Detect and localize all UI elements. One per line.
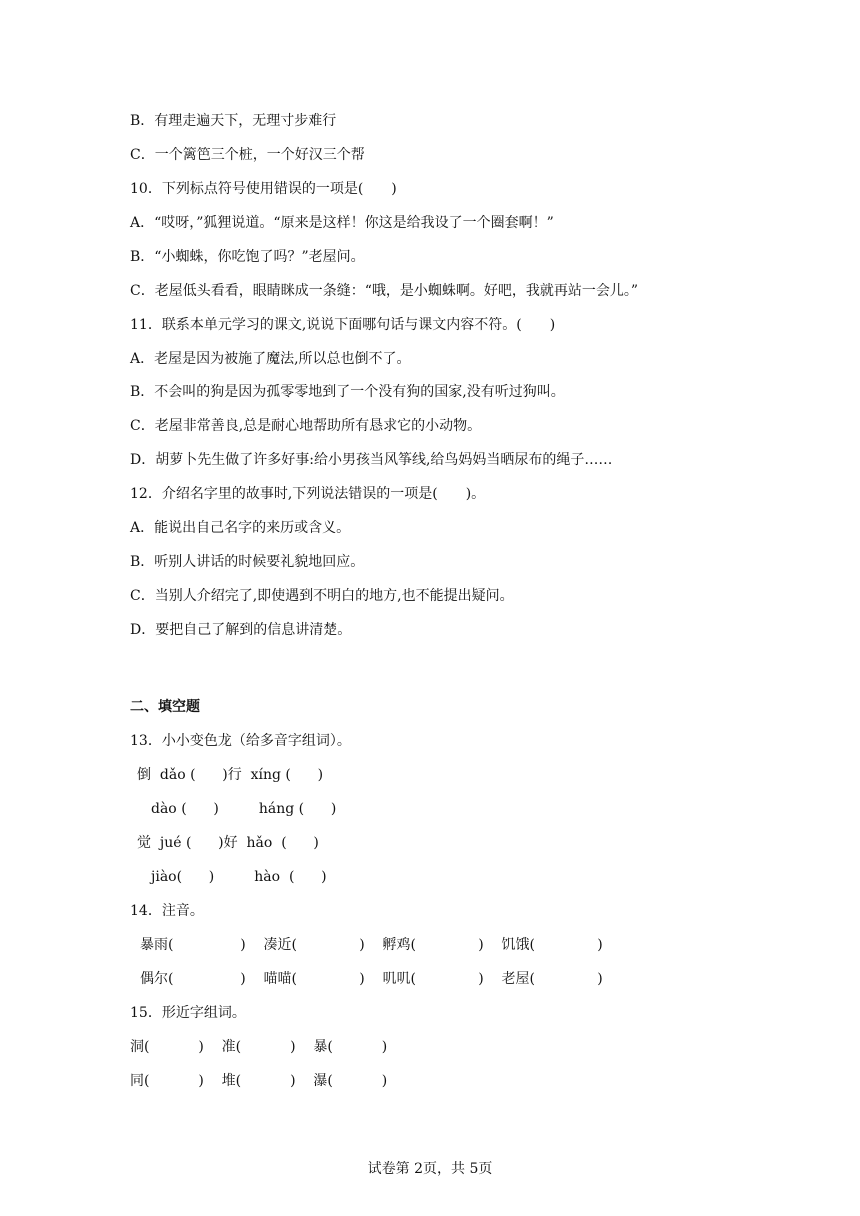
q12-option-b: B．听别人讲话的时候要礼貌地回应。 xyxy=(130,554,365,570)
q14-stem: 14．注音。 xyxy=(130,903,204,919)
q13-row-4: jiào( ) hào ( ) xyxy=(151,869,327,885)
q12-stem: 12．介绍名字里的故事时,下列说法错误的一项是( )。 xyxy=(130,486,486,502)
q14-row-2: 偶尔( ) 喵喵( ) 叽叽( ) 老屋( ) xyxy=(140,971,603,987)
q12-option-d: D．要把自己了解到的信息讲清楚。 xyxy=(130,622,352,638)
q11-option-a: A．老屋是因为被施了魔法,所以总也倒不了。 xyxy=(130,351,411,367)
q9-option-b: B．有理走遍天下，无理寸步难行 xyxy=(130,113,337,129)
q12-option-c: C．当别人介绍完了,即使遇到不明白的地方,也不能提出疑问。 xyxy=(130,588,514,604)
q11-stem: 11．联系本单元学习的课文,说说下面哪句话与课文内容不符。( ) xyxy=(130,317,556,333)
q11-option-d: D．胡萝卜先生做了许多好事:给小男孩当风筝线,给鸟妈妈当晒尿布的绳子…… xyxy=(130,452,613,468)
q15-row-1: 洞( ) 准( ) 暴( ) xyxy=(130,1039,388,1055)
q10-option-c: C．老屋低头看看，眼睛眯成一条缝：“哦，是小蜘蛛啊。好吧，我就再站一会儿。” xyxy=(130,283,639,299)
q12-option-a: A．能说出自己名字的来历或含义。 xyxy=(130,520,351,536)
q10-option-b: B．“小蜘蛛，你吃饱了吗？”老屋问。 xyxy=(130,249,365,265)
q14-row-1: 暴雨( ) 凑近( ) 孵鸡( ) 饥饿( ) xyxy=(140,937,603,953)
q13-row-3: 觉 jué ( )好 hǎo ( ) xyxy=(137,835,319,851)
q11-option-c: C．老屋非常善良,总是耐心地帮助所有恳求它的小动物。 xyxy=(130,418,482,434)
q10-stem: 10．下列标点符号使用错误的一项是( ) xyxy=(130,181,397,197)
q10-option-a: A．“哎呀，”狐狸说道。“原来是这样！你这是给我设了一个圈套啊！” xyxy=(130,215,554,231)
q13-row-1: 倒 dǎo ( )行 xíng ( ) xyxy=(137,767,324,783)
q9-option-c: C．一个篱笆三个桩，一个好汉三个帮 xyxy=(130,147,365,163)
q15-stem: 15．形近字组词。 xyxy=(130,1005,246,1021)
q11-option-b: B．不会叫的狗是因为孤零零地到了一个没有狗的国家,没有听过狗叫。 xyxy=(130,384,565,400)
q13-row-2: dào ( ) háng ( ) xyxy=(151,801,337,817)
section-title-fill-in: 二、填空题 xyxy=(130,699,200,715)
q15-row-2: 同( ) 堆( ) 瀑( ) xyxy=(130,1073,388,1089)
q13-stem: 13．小小变色龙（给多音字组词）。 xyxy=(130,733,351,749)
page-footer: 试卷第 2页，共 5页 xyxy=(367,1161,493,1177)
